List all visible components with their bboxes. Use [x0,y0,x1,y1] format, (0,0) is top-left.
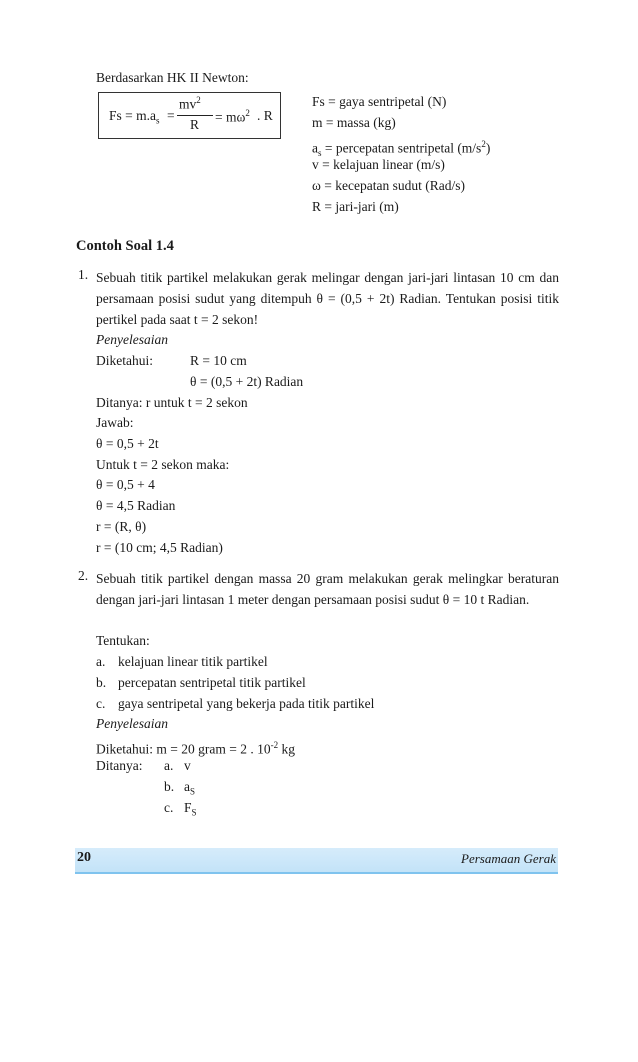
page-number: 20 [77,850,91,865]
task-letter: b. [96,675,107,690]
formula-lhs: $Fs = m.a_s$ [109,108,160,126]
chapter-title: Persamaan Gerak [461,851,556,866]
formula-numerator: $mv^2$ [179,95,201,112]
asked-text: Ditanya: r untuk t = 2 sekon [96,395,248,410]
legend-item: R = jari-jari (m) [312,199,399,214]
solution-step: θ = 0,5 + 4 [96,477,155,492]
formula-eq: = [167,108,175,123]
asked-letter: c. [164,800,174,815]
formula-rhs: = $m\omega^2$ [215,108,250,125]
task-letter: a. [96,654,106,669]
solution-step: r = (R, θ) [96,519,147,534]
legend-item: Fs = gaya sentripetal (N) [312,94,447,109]
fraction-bar [177,115,213,116]
known-text: Diketahui: m = 20 gram = 2 . $10^{-2}$ kg [96,740,295,757]
problem2-statement: Sebuah titik partikel dengan massa 20 gram melakukan gerak melingkar beraturan dengan jari-jari lintasan 1 meter dengan persamaan posisi sudut θ = 10 t Radian. [96,571,559,607]
asked-label: Ditanya: [96,758,143,773]
solution-step: Untuk t = 2 sekon maka: [96,457,230,472]
asked-item: $a_S$ [184,779,196,797]
problem-number: 1. [78,267,89,282]
formula-denominator: R [190,117,200,132]
solution-label: Penyelesaian [96,716,168,731]
known-value: R = 10 cm [190,353,247,368]
asked-item: $F_S$ [184,800,197,818]
formula-box [98,92,281,139]
task-label: Tentukan: [96,633,150,648]
solution-step: θ = 0,5 + 2t [96,436,159,451]
asked-letter: b. [164,779,175,794]
answer-label: Jawab: [96,415,134,430]
section-title: Contoh Soal 1.4 [76,238,174,254]
task-text: gaya sentripetal yang bekerja pada titik partikel [118,696,375,711]
solution-step: r = (10 cm; 4,5 Radian) [96,540,223,555]
problem-number: 2. [78,568,89,583]
legend-item: $a_s$ = percepatan sentripetal $(m/s^2)$ [312,139,491,159]
legend-item: v = kelajuan linear (m/s) [312,157,445,172]
task-text: kelajuan linear titik partikel [118,654,268,669]
legend-item: m = massa (kg) [312,115,396,130]
solution-label: Penyelesaian [96,332,168,347]
formula-rhs-tail: . R [257,108,273,123]
asked-item: v [184,758,191,773]
asked-letter: a. [164,758,174,773]
solution-step: θ = 4,5 Radian [96,498,176,513]
task-text: percepatan sentripetal titik partikel [118,675,306,690]
problem1-statement: Sebuah titik partikel melakukan gerak melingar dengan jari-jari lintasan 10 cm dan persamaan posisi sudut yang ditempuh θ = (0,5 + 2t) Radian. Tentukan posisi titik pertikel pada saat t = 2 sekon! [96,270,559,327]
task-letter: c. [96,696,106,711]
known-value: θ = (0,5 + 2t) Radian [190,374,304,389]
legend-item: ω = kecepatan sudut (Rad/s) [312,178,465,193]
known-label: Diketahui: [96,353,153,368]
intro-text: Berdasarkan HK II Newton: [96,70,249,85]
